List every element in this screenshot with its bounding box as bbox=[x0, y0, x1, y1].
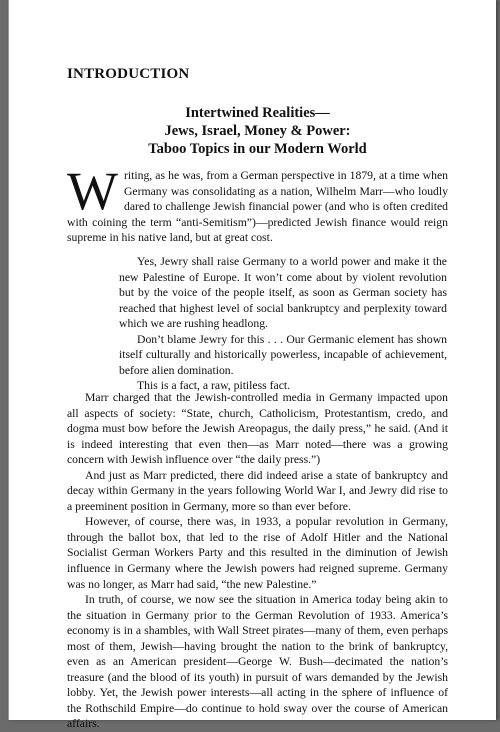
body-paragraph-4: In truth, of course, we now see the situation in America today being akin to the situation in Germany prior to the German Revolution of 1933. America’s economy is in a shambles, with Wall Street pirates—many of them, even perhaps most of them, Jewish—having brought the nation to the brink of bankruptcy, even as an American president—George W. Bush—decimated the nation’s treasure (and the blood of its youth) in pursuit of wars demanded by the Jewish lobby. Yet, the Jewish power interests—all acting in the sphere of influence of the Rothschild Empire—do continue to hold sway over the course of American affairs. bbox=[67, 593, 448, 731]
opening-paragraph bbox=[67, 161, 448, 246]
drop-cap: W bbox=[67, 161, 118, 221]
chapter-subheading bbox=[67, 104, 448, 158]
body-paragraph-3: However, of course, there was, in 1933, a popular revolution in Germany, through the ballot box, that led to the rise of Adolf Hitler and the National Socialist German Workers Party and this resulted in the diminution of Jewish influence in Germany where the Jewish powers had reigned supreme. Germany was no longer, as Marr had said, “the new Palestine.” bbox=[67, 515, 448, 591]
subheading-line-1: Intertwined Realities— bbox=[185, 105, 330, 121]
opening-text: riting, as he was, from a German perspective in 1879, at a time when Germany was consolidating as a nation, Wilhelm Marr—who loudly dared to challenge Jewish financial power (and who is often credited with coining the term “anti-Semitism”)—predicted Jewish finance would reign supreme in his native land, but at great cost. bbox=[67, 169, 448, 245]
document-page bbox=[8, 0, 496, 731]
subheading-line-3: Taboo Topics in our Modern World bbox=[148, 141, 367, 157]
quote-paragraph-1: Yes, Jewry shall raise Germany to a world power and make it the new Palestine of Europe. It won’t come about by violent revolution but by the voice of the people itself, as soon as German society has reached that highest level of social bankruptcy and perplexity toward which we are rushing headlong. bbox=[119, 255, 447, 331]
body-paragraph-2: And just as Marr predicted, there did indeed arise a state of bankruptcy and decay within Germany in the years following World War I, and Jewry did rise to a preeminent position in Germany, more so than ever before. bbox=[67, 468, 448, 513]
block-quote bbox=[119, 254, 447, 394]
main-body bbox=[67, 390, 448, 732]
chapter-heading: INTRODUCTION bbox=[67, 66, 190, 82]
subheading-line-2: Jews, Israel, Money & Power: bbox=[164, 123, 351, 139]
quote-paragraph-2: Don’t blame Jewry for this . . . Our Germanic element has shown itself culturally and historically powerless, incapable of achievement, before alien domination. bbox=[119, 332, 447, 377]
body-paragraph-1: Marr charged that the Jewish-controlled media in Germany impacted upon all aspects of society: “State, church, Catholicism, Protestantism, credo, and dogma must bow before the Jewish Areopagus, the daily press,” he said. (And it is indeed interesting that even then—as Marr noted—there was a growing concern with Jewish influence over “the daily press.”) bbox=[67, 391, 448, 467]
quote-paragraph-3: This is a fact, a raw, pitiless fact. bbox=[137, 379, 291, 393]
